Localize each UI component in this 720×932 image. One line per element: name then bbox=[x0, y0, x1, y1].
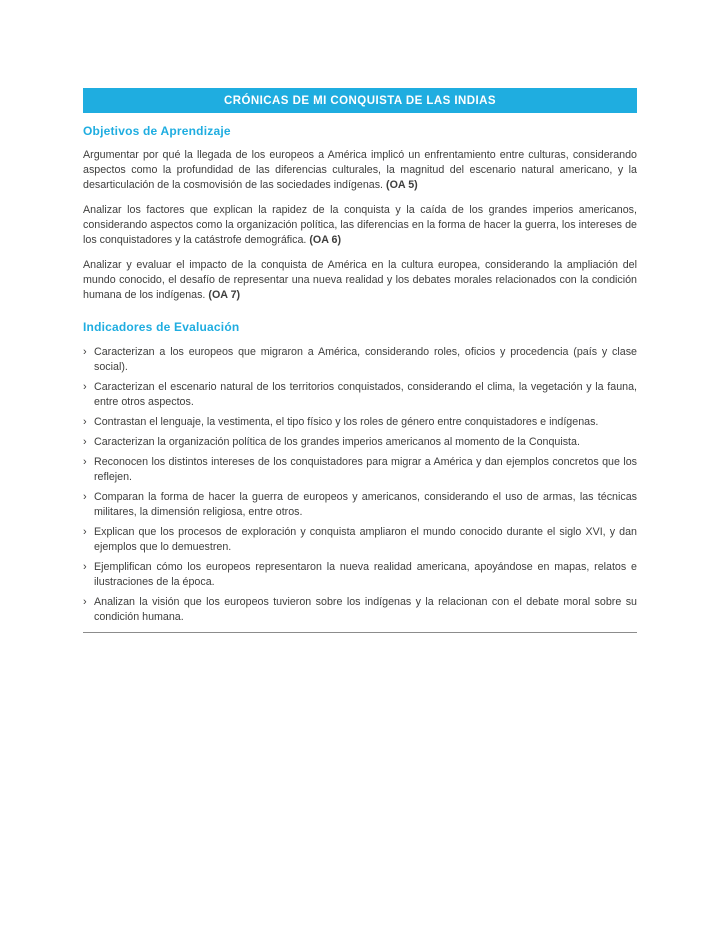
bullet-marker: › bbox=[83, 346, 87, 358]
list-item bbox=[83, 455, 637, 485]
indicator-text: Comparan la forma de hacer la guerra de europeos y americanos, considerando el uso de armas, las técnicas militares, la dimensión religiosa, entre otros. bbox=[94, 491, 637, 518]
indicator-text: Caracterizan el escenario natural de los territorios conquistados, considerando el clima, la vegetación y la fauna, entre otros aspectos. bbox=[94, 381, 637, 408]
indicators-heading: Indicadores de Evaluación bbox=[83, 320, 240, 334]
bullet-marker: › bbox=[83, 381, 87, 393]
list-item bbox=[83, 380, 637, 410]
objective-paragraph bbox=[83, 148, 637, 193]
objective-text: Argumentar por qué la llegada de los europeos a América implicó un enfrentamiento entre culturas, considerando aspectos como la profundidad de las diferencias culturales, la magnitud del escenario natural americano, y la desarticulación de la cosmovisión de las sociedades indígenas. bbox=[83, 149, 637, 191]
list-item bbox=[83, 345, 637, 375]
indicator-text: Ejemplifican cómo los europeos representaron la nueva realidad americana, apoyándose en mapas, relatos e ilustraciones de la época. bbox=[94, 561, 637, 588]
indicator-text: Reconocen los distintos intereses de los conquistadores para migrar a América y dan ejemplos concretos que los reflejen. bbox=[94, 456, 637, 483]
objective-paragraph bbox=[83, 258, 637, 303]
indicator-text: Explican que los procesos de exploración y conquista ampliaron el mundo conocido durante el siglo XVI, y dan ejemplos que lo demuestren. bbox=[94, 526, 637, 553]
indicator-text: Caracterizan a los europeos que migraron a América, considerando roles, oficios y procedencia (país y clase social). bbox=[94, 346, 637, 373]
list-item bbox=[83, 525, 637, 555]
objective-paragraph bbox=[83, 203, 637, 248]
bullet-marker: › bbox=[83, 526, 87, 538]
banner-title: CRÓNICAS DE MI CONQUISTA DE LAS INDIAS bbox=[223, 94, 497, 107]
objective-text: Analizar los factores que explican la rapidez de la conquista y la caída de los grandes imperios americanos, considerando aspectos como la organización política, las diferencias en la forma de hacer la guerra, los intereses de los conquistadores y la catástrofe demográfica. bbox=[83, 204, 637, 246]
list-item bbox=[83, 435, 637, 450]
indicator-text: Contrastan el lenguaje, la vestimenta, el tipo físico y los roles de género entre conquistadores e indígenas. bbox=[94, 416, 599, 428]
content-area bbox=[83, 88, 637, 633]
indicators-list bbox=[83, 345, 637, 625]
bullet-marker: › bbox=[83, 491, 87, 503]
bullet-marker: › bbox=[83, 436, 87, 448]
list-item bbox=[83, 595, 637, 625]
bullet-marker: › bbox=[83, 456, 87, 468]
bullet-marker: › bbox=[83, 416, 87, 428]
list-item bbox=[83, 490, 637, 520]
oa-code: (OA 5) bbox=[386, 179, 418, 191]
bullet-marker: › bbox=[83, 596, 87, 608]
list-item bbox=[83, 560, 637, 590]
list-item bbox=[83, 415, 637, 430]
indicator-text: Analizan la visión que los europeos tuvieron sobre los indígenas y la relacionan con el debate moral sobre su condición humana. bbox=[94, 596, 637, 623]
objective-text: Analizar y evaluar el impacto de la conquista de América en la cultura europea, considerando la ampliación del mundo conocido, el desafío de representar una nueva realidad y los debates morales relacionados con la condición humana de los indígenas. bbox=[83, 259, 637, 301]
bottom-divider bbox=[83, 632, 637, 633]
objectives-heading: Objetivos de Aprendizaje bbox=[83, 124, 231, 138]
bullet-marker: › bbox=[83, 561, 87, 573]
oa-code: (OA 6) bbox=[309, 234, 342, 246]
indicator-text: Caracterizan la organización política de los grandes imperios americanos al momento de la Conquista. bbox=[94, 436, 580, 448]
title-banner bbox=[83, 88, 637, 113]
oa-code: (OA 7) bbox=[208, 289, 241, 301]
